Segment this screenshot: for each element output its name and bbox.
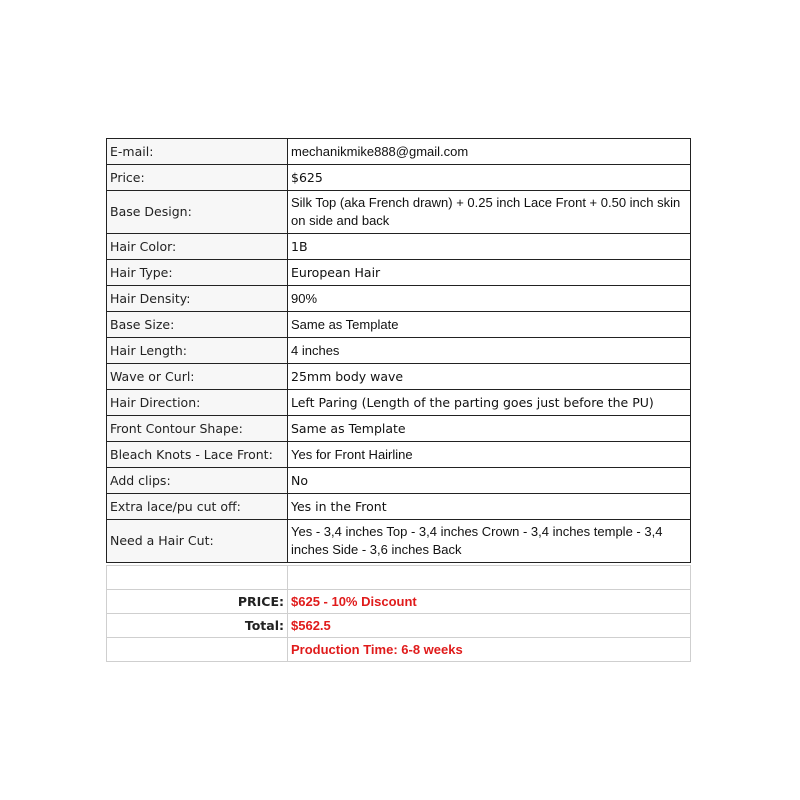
table-row — [107, 165, 691, 191]
extra-lace-value: Yes in the Front — [288, 494, 691, 520]
summary-total-label: Total: — [107, 614, 288, 638]
email-label: E-mail: — [107, 139, 288, 165]
hair-length-value: 4 inches — [288, 338, 691, 364]
table-row — [107, 390, 691, 416]
add-clips-label: Add clips: — [107, 468, 288, 494]
hair-length-label: Hair Length: — [107, 338, 288, 364]
empty-cell — [107, 638, 288, 662]
hair-cut-label: Need a Hair Cut: — [107, 520, 288, 563]
order-details-table — [106, 138, 691, 563]
hair-color-value: 1B — [288, 234, 691, 260]
summary-price-label: PRICE: — [107, 590, 288, 614]
base-size-label: Base Size: — [107, 312, 288, 338]
table-row — [107, 638, 691, 662]
summary-total-value: $562.5 — [288, 614, 691, 638]
wave-curl-label: Wave or Curl: — [107, 364, 288, 390]
hair-density-label: Hair Density: — [107, 286, 288, 312]
table-row — [107, 520, 691, 563]
hair-direction-value: Left Paring (Length of the parting goes just before the PU) — [288, 390, 691, 416]
empty-cell — [288, 566, 691, 590]
table-row — [107, 234, 691, 260]
front-contour-value: Same as Template — [288, 416, 691, 442]
price-label: Price: — [107, 165, 288, 191]
table-row — [107, 286, 691, 312]
hair-type-value: European Hair — [288, 260, 691, 286]
bleach-knots-label: Bleach Knots - Lace Front: — [107, 442, 288, 468]
hair-cut-value: Yes - 3,4 inches Top - 3,4 inches Crown - 3,4 inches temple - 3,4 inches Side - 3,6 inches Back — [288, 520, 691, 563]
base-design-value: Silk Top (aka French drawn) + 0.25 inch Lace Front + 0.50 inch skin on side and back — [288, 191, 691, 234]
add-clips-value: No — [288, 468, 691, 494]
wave-curl-value: 25mm body wave — [288, 364, 691, 390]
base-design-label: Base Design: — [107, 191, 288, 234]
order-sheet — [106, 138, 691, 662]
price-summary-table — [106, 565, 691, 662]
table-row — [107, 338, 691, 364]
hair-direction-label: Hair Direction: — [107, 390, 288, 416]
price-value: $625 — [288, 165, 691, 191]
bleach-knots-value: Yes for Front Hairline — [288, 442, 691, 468]
email-value: mechanikmike888@gmail.com — [288, 139, 691, 165]
table-row — [107, 494, 691, 520]
table-row — [107, 590, 691, 614]
hair-type-label: Hair Type: — [107, 260, 288, 286]
table-row — [107, 614, 691, 638]
base-size-value: Same as Template — [288, 312, 691, 338]
table-row — [107, 191, 691, 234]
table-row — [107, 312, 691, 338]
table-row — [107, 442, 691, 468]
table-row — [107, 566, 691, 590]
table-row — [107, 260, 691, 286]
empty-cell — [107, 566, 288, 590]
extra-lace-label: Extra lace/pu cut off: — [107, 494, 288, 520]
production-time: Production Time: 6-8 weeks — [288, 638, 691, 662]
table-row — [107, 468, 691, 494]
table-row — [107, 416, 691, 442]
hair-density-value: 90% — [288, 286, 691, 312]
front-contour-label: Front Contour Shape: — [107, 416, 288, 442]
table-row — [107, 139, 691, 165]
hair-color-label: Hair Color: — [107, 234, 288, 260]
summary-price-value: $625 - 10% Discount — [288, 590, 691, 614]
table-row — [107, 364, 691, 390]
